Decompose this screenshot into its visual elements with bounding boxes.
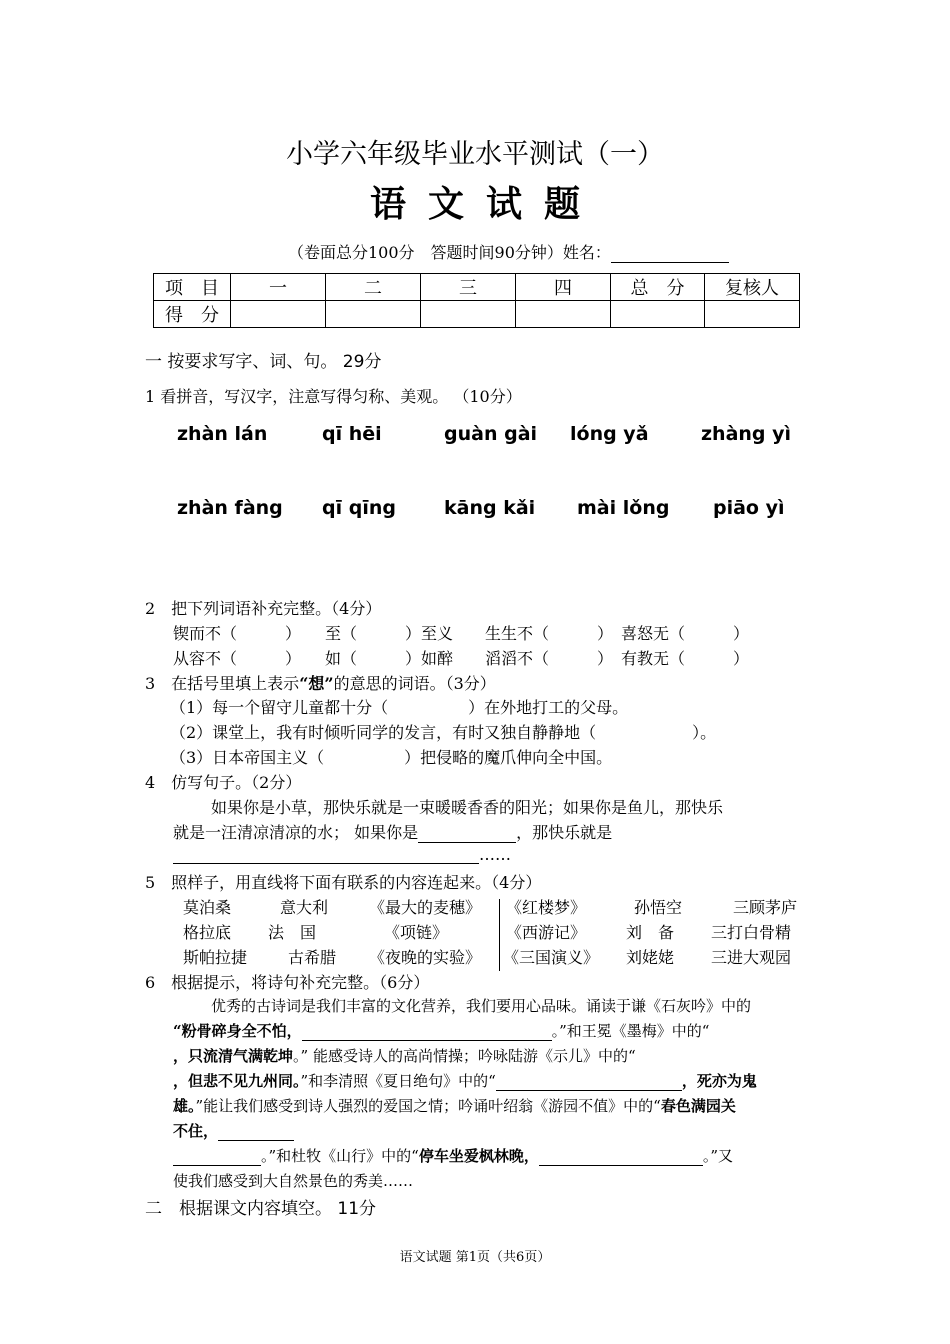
poem-text: 停车坐爱枫林晚， <box>418 1147 539 1165</box>
q5-item: 莫泊桑 <box>183 898 232 917</box>
score-cell: 三 <box>421 274 516 301</box>
poem-text: ，但悲不见九州同。 <box>173 1072 301 1090</box>
score-input-cell[interactable] <box>421 301 516 328</box>
q6-line <box>173 1045 636 1066</box>
pinyin-item: piāo yì <box>713 497 785 519</box>
q4-line <box>173 820 612 843</box>
q5-item: 《红楼梦》 <box>506 898 587 917</box>
poem-text: 雄。 <box>173 1097 196 1115</box>
q4-prompt: 4 仿写句子。（2分） <box>145 773 302 792</box>
score-input-cell[interactable] <box>516 301 611 328</box>
q3-prompt-b: 的意思的词语。（3分） <box>333 674 496 693</box>
q6-line <box>173 1120 294 1141</box>
q4-blank-1[interactable] <box>418 825 516 843</box>
q4-ellipsis: …… <box>479 845 511 864</box>
pinyin-item: lóng yǎ <box>570 423 649 445</box>
exam-info-text: （卷面总分100分 答题时间90分钟）姓名： <box>288 243 611 262</box>
q5-item: 古希腊 <box>288 948 337 967</box>
q3-keyword: “想” <box>299 674 334 693</box>
q5-item: 《项链》 <box>384 923 449 942</box>
q6-text: 。”和王冕《墨梅》中的“ <box>551 1022 710 1040</box>
q2-line: 锲而不（ ） 至（ ）至义 生生不（ ） 喜怒无（ ） <box>173 624 750 643</box>
q6-line <box>173 1095 736 1116</box>
q5-item: 法 国 <box>268 923 317 942</box>
q6-text: 。”和杜牧《山行》中的“ <box>261 1147 419 1165</box>
score-input-cell[interactable] <box>705 301 800 328</box>
exam-info <box>288 240 729 263</box>
q5-item: 斯帕拉捷 <box>183 948 248 967</box>
exam-title: 小学六年级毕业水平测试（一） <box>286 139 664 170</box>
q6-text: ”能让我们感受到诗人强烈的爱国之情；吟诵叶绍翁《游园不值》中的“ <box>195 1097 661 1115</box>
score-input-cell[interactable] <box>611 301 705 328</box>
poem-blank[interactable] <box>496 1074 682 1091</box>
q6-text: ”和李清照《夏日绝句》中的“ <box>300 1072 496 1090</box>
poem-text: ，死亦为鬼 <box>681 1072 757 1090</box>
pinyin-item: zhàng yì <box>701 423 792 445</box>
q3-sentence: （1）每一个留守儿童都十分（ ）在外地打工的父母。 <box>170 698 629 717</box>
score-cell: 二 <box>326 274 421 301</box>
section1-heading: 一 按要求写字、词、句。 29分 <box>145 352 382 372</box>
q6-text: 。”又 <box>702 1147 734 1165</box>
q5-item: 意大利 <box>280 898 329 917</box>
q5-item: 《三国演义》 <box>503 948 600 967</box>
poem-blank[interactable] <box>173 1149 261 1166</box>
q5-item: 孙悟空 <box>634 898 683 917</box>
poem-blank[interactable] <box>218 1124 294 1141</box>
subject-title: 语文试题 <box>369 183 602 225</box>
score-table-header-row <box>154 274 800 301</box>
pinyin-item: zhàn lán <box>177 423 268 445</box>
pinyin-item: zhàn fàng <box>177 497 283 519</box>
q5-item: 格拉底 <box>183 923 232 942</box>
q6-line <box>173 1020 709 1041</box>
q2-line: 从容不（ ） 如（ ）如醉 滔滔不（ ） 有教无（ ） <box>173 649 750 668</box>
q1-prompt: 1 看拼音，写汉字，注意写得匀称、美观。 （10分） <box>145 387 522 406</box>
poem-text: “粉骨碎身全不怕， <box>173 1022 302 1040</box>
q6-line: 使我们感受到大自然景色的秀美…… <box>173 1172 414 1190</box>
pinyin-item: kāng kǎi <box>444 497 536 519</box>
q5-item: 三进大观园 <box>711 948 792 967</box>
poem-blank[interactable] <box>539 1149 703 1166</box>
score-cell: 一 <box>231 274 326 301</box>
q3-prompt-a: 3 在括号里填上表示 <box>145 674 300 693</box>
q5-item: 刘 备 <box>626 923 675 942</box>
pinyin-item: qī qīng <box>322 497 396 519</box>
q3-sentence: （2）课堂上，我有时倾听同学的发言，有时又独自静静地（ ）。 <box>170 723 717 742</box>
q4-line <box>173 845 511 864</box>
score-table <box>153 273 800 328</box>
poem-text: 不住， <box>173 1122 219 1140</box>
q5-item: 刘姥姥 <box>626 948 675 967</box>
q4-blank-2[interactable] <box>173 846 479 864</box>
q6-prompt: 6 根据提示，将诗句补充完整。（6分） <box>145 973 430 992</box>
q5-item: 《西游记》 <box>506 923 587 942</box>
score-cell: 得 分 <box>154 301 231 328</box>
page-footer: 语文试题 第1页（共6页） <box>399 1250 551 1265</box>
q4-line2-b: ，那快乐就是 <box>516 823 613 842</box>
q3-sentence: （3）日本帝国主义（ ）把侵略的魔爪伸向全中国。 <box>170 748 613 767</box>
q6-line <box>173 1145 733 1166</box>
score-input-cell[interactable] <box>231 301 326 328</box>
q5-prompt: 5 照样子，用直线将下面有联系的内容连起来。（4分） <box>145 873 542 892</box>
q6-line: 优秀的古诗词是我们丰富的文化营养，我们要用心品味。诵读于谦《石灰吟》中的 <box>211 997 752 1015</box>
q4-line: 如果你是小草，那快乐就是一束暖暖香香的阳光；如果你是鱼儿，那快乐 <box>211 798 724 817</box>
q6-line <box>173 1070 757 1091</box>
q5-item: 《夜晚的实验》 <box>369 948 482 967</box>
q2-prompt: 2 把下列词语补充完整。（4分） <box>145 599 382 618</box>
pinyin-item: qī hēi <box>322 423 382 445</box>
score-cell: 项 目 <box>154 274 231 301</box>
q4-line2-a: 就是一汪清凉清凉的水； 如果你是 <box>173 823 419 842</box>
pinyin-item: mài lǒng <box>577 497 670 519</box>
pinyin-item: guàn gài <box>444 423 538 445</box>
name-blank[interactable] <box>611 244 729 263</box>
poem-text: 春色满园关 <box>660 1097 736 1115</box>
q5-divider <box>499 899 500 971</box>
q5-item: 《最大的麦穗》 <box>369 898 482 917</box>
poem-text: ，只流清气满乾坤 <box>173 1047 294 1065</box>
q5-item: 三顾茅庐 <box>733 898 798 917</box>
section2-heading: 二 根据课文内容填空。 11分 <box>145 1199 377 1219</box>
q6-text: 。” 能感受诗人的高尚情操；吟咏陆游《示儿》中的“ <box>293 1047 636 1065</box>
score-table-score-row <box>154 301 800 328</box>
q5-item: 三打白骨精 <box>711 923 792 942</box>
score-cell: 总 分 <box>611 274 705 301</box>
q3-prompt <box>145 671 496 694</box>
poem-blank[interactable] <box>302 1024 552 1041</box>
score-input-cell[interactable] <box>326 301 421 328</box>
score-cell: 四 <box>516 274 611 301</box>
score-cell: 复核人 <box>705 274 800 301</box>
